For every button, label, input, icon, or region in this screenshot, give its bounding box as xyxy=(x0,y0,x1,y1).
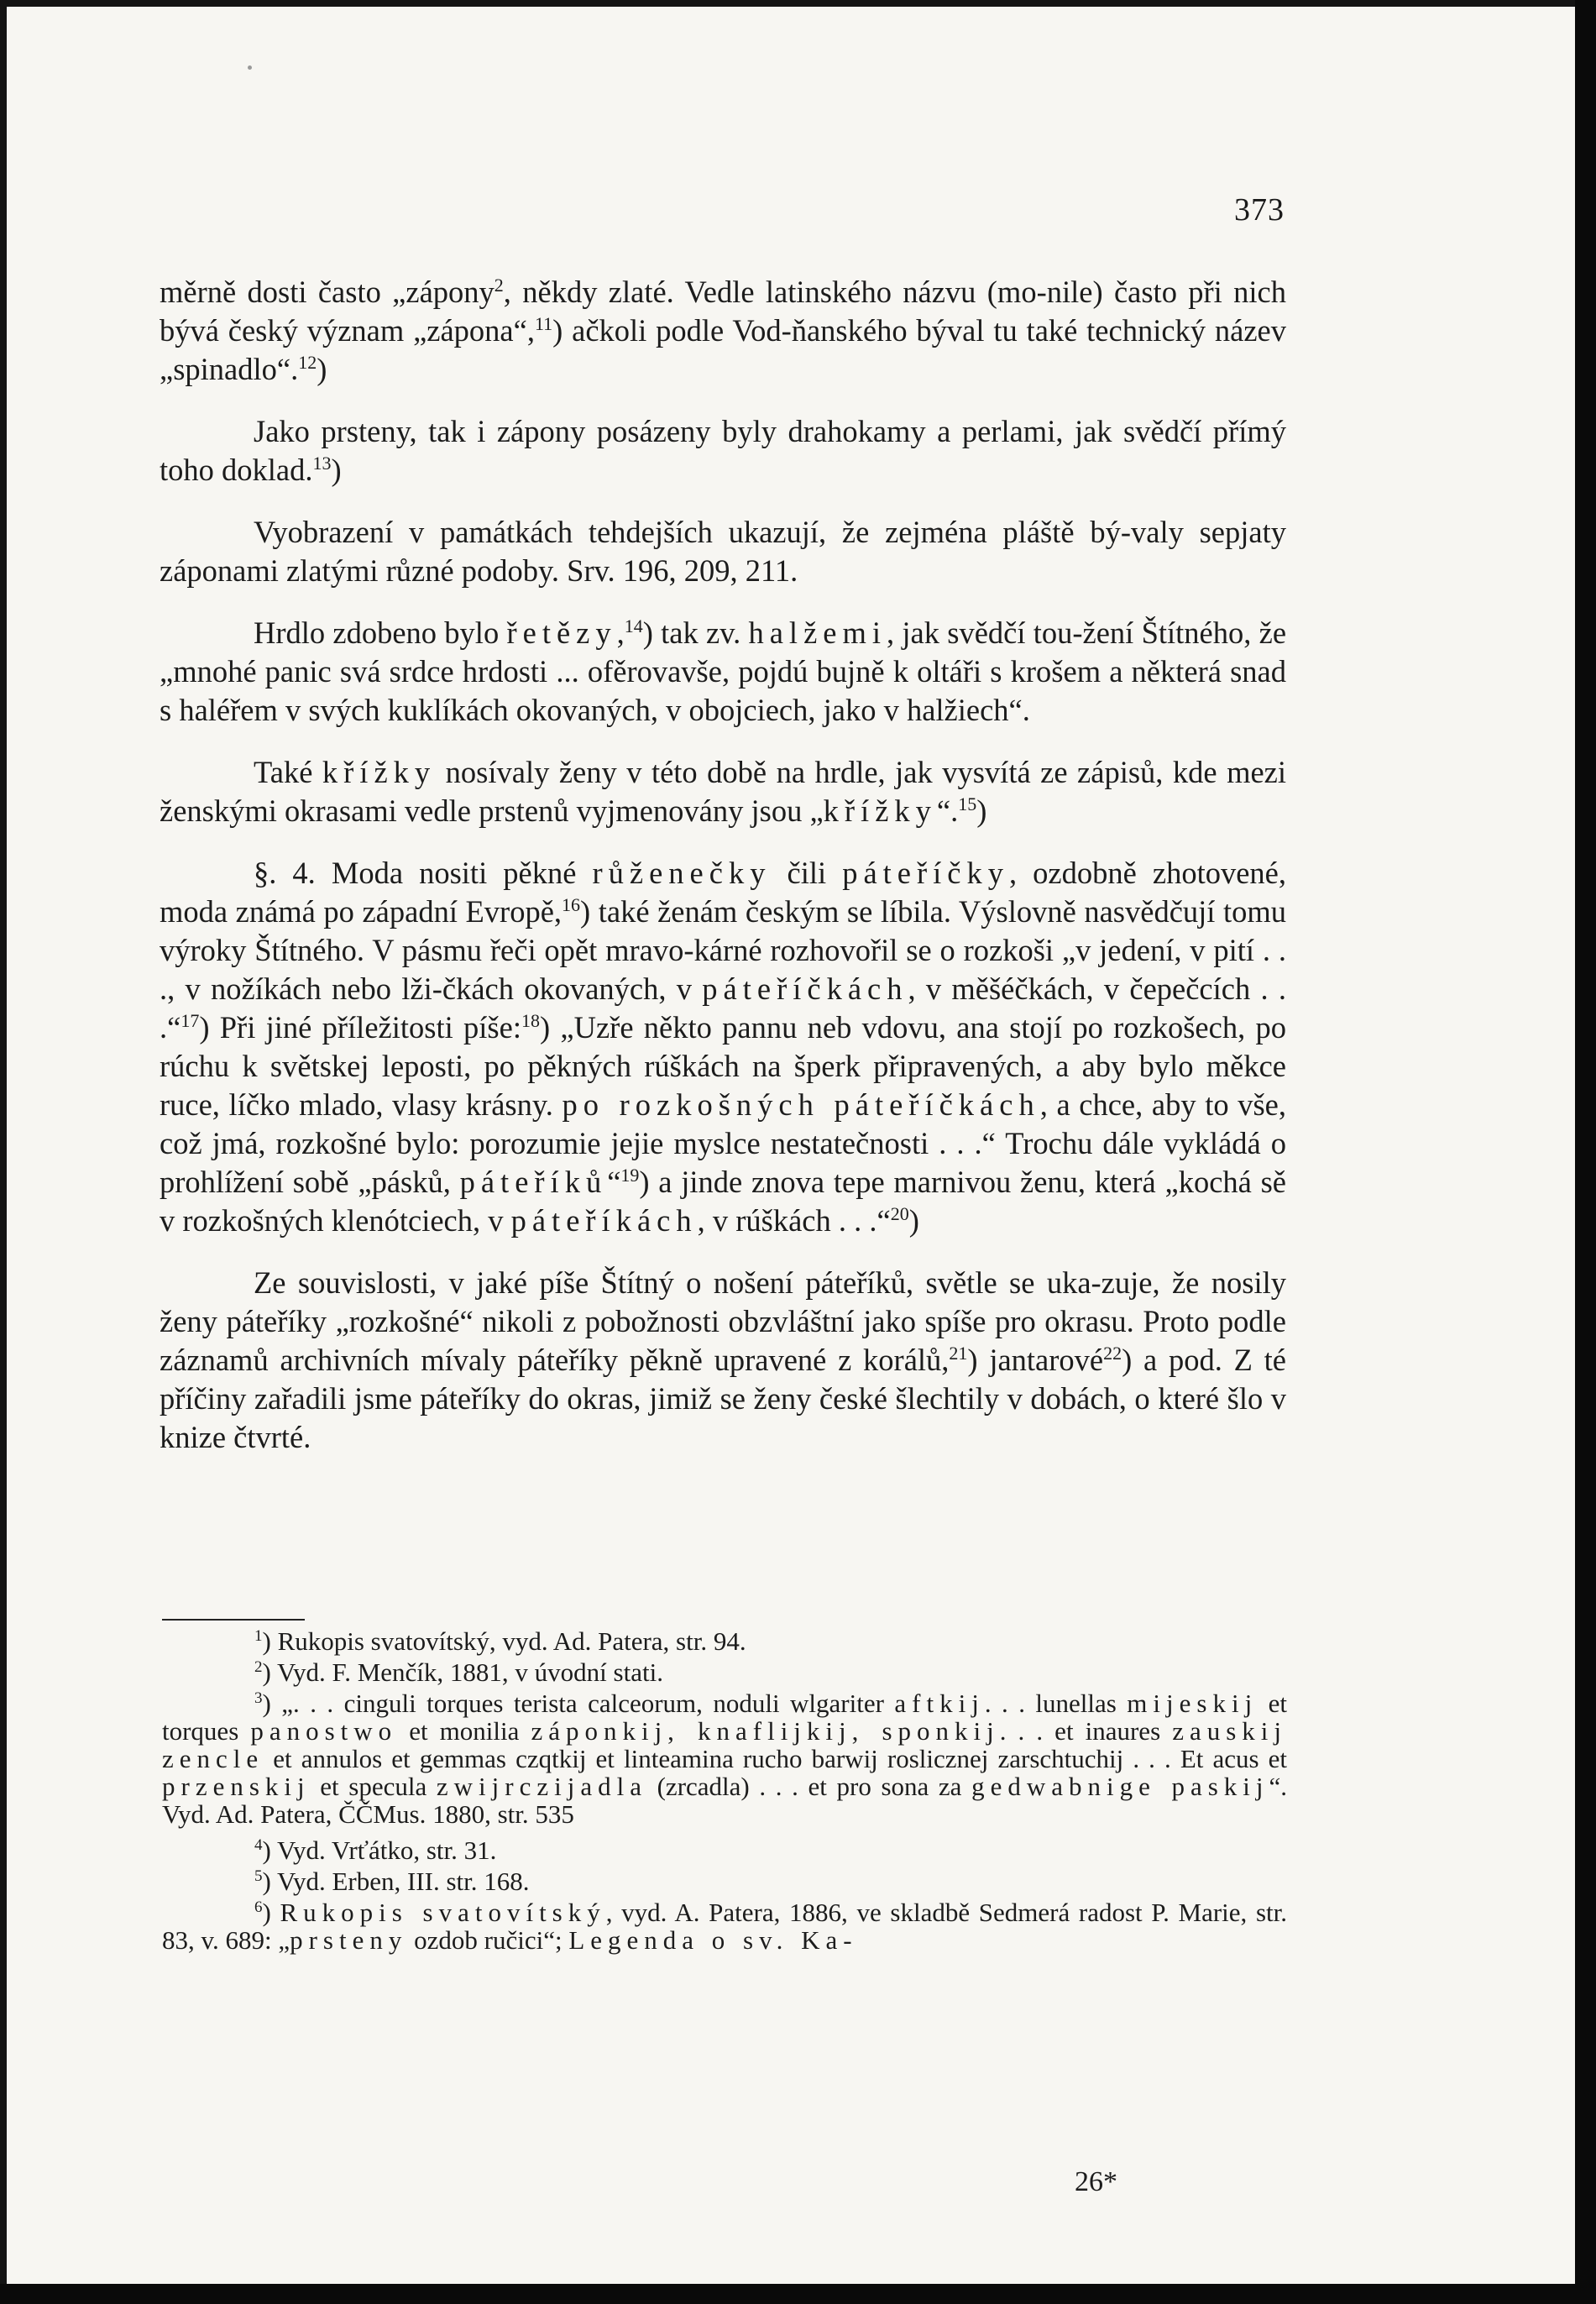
footnote-rule xyxy=(162,1619,305,1621)
scan-border-bottom xyxy=(0,2284,1596,2304)
page-number: 373 xyxy=(1234,192,1285,228)
paragraph-vyobrazeni: Vyobrazení v památkách tehdejších ukazují, že zejména pláště bý-valy sepjaty záponami zlatými různé podoby. Srv. 196, 209, 211. xyxy=(160,515,1286,588)
footnote-4: $^4$) Vyd. Vrťátko, str. 31. xyxy=(254,1835,497,1865)
printer-signature: 26* xyxy=(1075,2166,1117,2197)
paragraph-prsteny: Jako prsteny, tak i zápony posázeny byly drahokamy a perlami, jak svědčí přímý toho doklad.$^{13}$) xyxy=(160,414,1286,487)
paper-speck xyxy=(248,65,252,70)
footnote-6: $^6$) Rukopis svatovítský, vyd. A. Patera, 1886, ve skladbě Sedmerá radost P. Marie, str. 83, v. 689: „prsteny ozdob ručici“; Legenda o sv. Ka- xyxy=(162,1898,1287,1955)
body-text xyxy=(160,273,1286,1480)
paragraph-zapony: měrně dosti často „zápony$^2$, někdy zlaté. Vedle latinského názvu (mo-nile) často při nich bývá český význam „zápona“,$^{11}$) ačkoli podle Vod-ňanského býval tu také technický název „spinadlo“.$^{12}$) xyxy=(160,275,1286,386)
footnote-2: $^2$) Vyd. F. Menčík, 1881, v úvodní stati. xyxy=(254,1657,663,1687)
footnote-1: $^1$) Rukopis svatovítský, vyd. Ad. Patera, str. 94. xyxy=(254,1626,746,1656)
footnote-5: $^5$) Vyd. Erben, III. str. 168. xyxy=(254,1867,530,1896)
footnotes xyxy=(162,1627,1287,1962)
paragraph-souvislost: Ze souvislosti, v jaké píše Štítný o nošení páteříků, světle se uka-zuje, že nosily ženy páteříky „rozkošné“ nikoli z pobožnosti obzvláštní jako spíše pro okrasu. Proto podle záznamů archivních mívaly páteříky pěkně upravené z korálů,$^{21}$) jantarové$^{22}$) a pod. Z té příčiny zařadili jsme páteříky do okras, jimiž se ženy české šlechtily v dobách, o které šlo v knize čtvrté. xyxy=(160,1265,1286,1454)
paragraph-hrdlo: Hrdlo zdobeno bylo řetězy,$^{14}$) tak zv. halžemi, jak svědčí tou-žení Štítného, že „mnohé panic svá srdce hrdosti ... ofěrovavše, pojdú bujně k oltáři s krošem a některá snad s haléřem v svých kuklíkách okovaných, v obojciech, jako v halžiech“. xyxy=(160,615,1287,727)
scan-border-right xyxy=(1575,0,1596,2304)
paragraph-section-4: §. 4. Moda nositi pěkné růženečky čili páteříčky, ozdobně zhotovené, moda známá po západní Evropě,$^{16}$) také ženám českým se líbila. Výslovně nasvědčují tomu výroky Štítného. V pásmu řeči opět mravo-kárné rozhovořil se o rozkoši „v jedení, v pití . . ., v nožíkách nebo lži-čkách okovaných, v páteříčkách, v měšéčkách, v čepečcích . . .“$^{17}$) Při jiné příležitosti píše:$^{18}$) „Uzře někto pannu neb vdovu, ana stojí po rozkošech, po rúchu k světskej leposti, po pěkných rúškách na šperk připravených, a aby bylo měkce ruce, líčko mlado, vlasy krásny. po rozkošných páteříčkách, a chce, aby to vše, což jmá, rozkošné bylo: porozumie jejie myslce nestatečnosti . . .“ Trochu dále vykládá o prohlížení sobě „pásků, páteříků“$^{19}$) a jinde znova tepe marnivou ženu, která „kochá sě v rozkošných klenótciech, v páteříkách, v rúškách . . .“$^{20}$) xyxy=(160,856,1287,1238)
footnote-3: $^3$) „. . . cinguli torques terista calceorum, noduli wlgariter aftkij. . . lunellas mijeskij et torques panostwo et monilia záponkij, knaflijkij, sponkij. . . et inaures zauskij zencle et annulos et gemmas czqtkij et linteamina rucho barwij roslicznej zarschtuchij . . . Et acus et przenskij et specula zwijrczijadla (zrcadla) . . . et pro sona za gedwabnige paskij“. Vyd. Ad. Patera, ČČMus. 1880, str. 535 xyxy=(162,1689,1288,1829)
paragraph-krizky: Také křížky nosívaly ženy v této době na hrdle, jak vysvítá ze zápisů, kde mezi ženskými okrasami vedle prstenů vyjmenovány jsou „křížky“.$^{15}$) xyxy=(160,755,1287,828)
